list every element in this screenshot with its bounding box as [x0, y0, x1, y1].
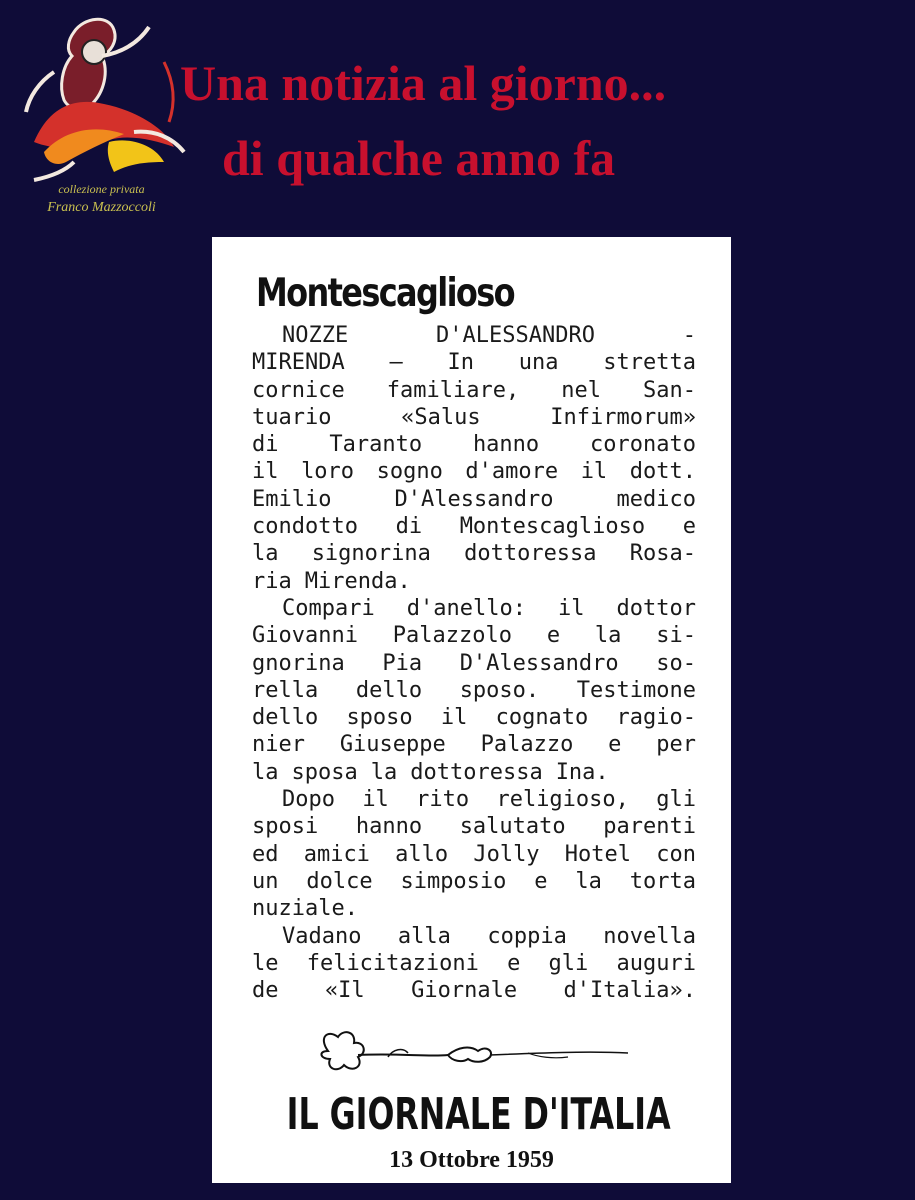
- article-word: coppia: [487, 923, 567, 949]
- article-word: D'Alessandro: [394, 486, 554, 512]
- article-word: cognato: [495, 705, 589, 731]
- article-word: sposo: [346, 705, 413, 731]
- article-word: una: [518, 350, 559, 376]
- article-word: auguri: [616, 950, 696, 976]
- newspaper-masthead: [212, 1089, 731, 1140]
- article-word: ria: [252, 568, 292, 594]
- article-word: MIRENDA: [252, 350, 345, 376]
- article-line: [252, 813, 696, 840]
- article-word: allo: [395, 841, 449, 867]
- article-word: la: [252, 759, 279, 785]
- article-word: In: [447, 350, 474, 376]
- article-word: dott.: [629, 459, 696, 485]
- article-word: de: [252, 978, 279, 1004]
- article-word: Infirmorum»: [550, 404, 696, 430]
- article-word: rito: [416, 787, 470, 813]
- article-line: [252, 977, 696, 1004]
- article-word: San-: [643, 377, 696, 403]
- logo-caption-collection: collezione privata: [58, 182, 145, 196]
- article-word: il: [440, 705, 468, 731]
- article-title: Montescaglioso: [256, 271, 514, 316]
- article-word: «Il: [324, 978, 365, 1004]
- article-word: dottoressa: [464, 541, 597, 567]
- article-word: cornice: [252, 377, 345, 403]
- article-line: [252, 377, 696, 404]
- article-word: loro: [301, 459, 355, 485]
- article-word: dottor: [616, 595, 696, 621]
- article-word: il: [252, 459, 279, 485]
- article-word: simposio: [400, 868, 507, 894]
- article-word: ragio-: [616, 705, 696, 731]
- article-word: amici: [303, 841, 370, 867]
- article-word: Mirenda.: [304, 568, 411, 594]
- article-word: Jolly: [473, 841, 540, 867]
- article-word: per: [656, 732, 696, 758]
- article-word: gnorina: [252, 650, 345, 676]
- article-line: [252, 950, 696, 977]
- article-word: d'Italia».: [563, 978, 696, 1004]
- article-word: novella: [603, 923, 696, 949]
- article-word: il: [580, 459, 608, 485]
- article-word: le: [252, 950, 279, 976]
- masthead-text: IL GIORNALE D'ITALIA: [286, 1089, 671, 1140]
- article-word: d'amore: [465, 459, 559, 485]
- article-line: [252, 622, 696, 649]
- article-word: D'Alessandro: [459, 650, 619, 676]
- article-line: [252, 458, 696, 485]
- dancer-illustration: [14, 12, 189, 182]
- article-word: gli: [548, 950, 589, 976]
- flower-ornament-icon: [298, 1027, 638, 1075]
- article-line: [252, 786, 696, 813]
- article-word: D'ALESSANDRO: [436, 323, 595, 348]
- article-line: [252, 322, 696, 349]
- article-word: di: [252, 432, 279, 458]
- article-word: nuziale.: [252, 896, 358, 922]
- article-line: [252, 595, 696, 622]
- publication-date: 13 Ottobre 1959: [389, 1147, 554, 1173]
- article-word: tuario: [252, 404, 332, 430]
- article-line: [252, 923, 696, 950]
- article-word: d'anello:: [406, 595, 526, 621]
- article-word: felicitazioni: [306, 950, 479, 976]
- article-word: la: [575, 868, 602, 894]
- article-line: [252, 841, 696, 868]
- article-word: e: [507, 950, 521, 976]
- article-word: condotto: [252, 514, 358, 540]
- article-word: -: [682, 323, 696, 348]
- article-word: Pia: [382, 650, 423, 676]
- article-word: hanno: [472, 432, 540, 458]
- article-line: [252, 540, 696, 567]
- article-line: [252, 349, 696, 376]
- article-word: un: [252, 868, 279, 894]
- article-word: Hotel: [564, 841, 631, 867]
- article-word: Giovanni: [252, 623, 358, 649]
- article-word: sposo.: [459, 677, 540, 703]
- article-word: alla: [397, 923, 451, 949]
- article-word: si-: [656, 623, 696, 649]
- article-word: la: [252, 541, 279, 567]
- logo-caption-owner: Franco Mazzoccoli: [47, 200, 156, 215]
- article-line: [252, 868, 696, 895]
- article-line: [252, 513, 696, 540]
- article-word: Emilio: [252, 486, 332, 512]
- article-word: Giuseppe: [339, 732, 446, 758]
- article-line: [252, 568, 696, 595]
- article-word: e: [682, 514, 696, 540]
- article-word: sposa: [291, 759, 358, 785]
- article-word: nel: [561, 377, 601, 403]
- article-word: salutato: [459, 814, 566, 840]
- headline-line-1: Una notizia al giorno...: [180, 55, 667, 111]
- article-word: Testimone: [576, 677, 696, 703]
- article-line: [252, 704, 696, 731]
- article-word: Taranto: [329, 432, 423, 458]
- article-word: la: [594, 623, 622, 649]
- article-word: la: [370, 759, 398, 785]
- article-word: Montescaglioso: [459, 514, 646, 540]
- article-word: il: [557, 595, 585, 621]
- article-word: —: [389, 350, 403, 376]
- headline-line-2: di qualche anno fa: [222, 130, 616, 186]
- collection-logo: [14, 12, 189, 227]
- article-word: dolce: [306, 868, 373, 894]
- article-line: [252, 677, 696, 704]
- article-word: e: [608, 732, 622, 758]
- article-word: dottoressa: [410, 759, 543, 785]
- article-word: nier: [252, 732, 305, 758]
- article-word: rella: [252, 677, 319, 703]
- article-word: ed: [252, 841, 279, 867]
- article-word: di: [395, 514, 423, 540]
- article-line: [252, 650, 696, 677]
- article-line: [252, 486, 696, 513]
- article-word: Rosa-: [629, 541, 696, 567]
- article-word: Vadano: [282, 923, 362, 949]
- article-word: sposi: [252, 814, 319, 840]
- article-word: Ina.: [555, 759, 609, 785]
- article-word: so-: [656, 650, 696, 676]
- article-word: Compari: [282, 595, 375, 621]
- article-word: e: [546, 623, 561, 649]
- article-word: torta: [629, 868, 696, 894]
- article-word: religioso,: [496, 787, 629, 813]
- article-line: [252, 431, 696, 458]
- newspaper-clipping: [212, 237, 731, 1183]
- article-word: con: [656, 841, 696, 867]
- article-word: gli: [656, 787, 696, 813]
- article-word: NOZZE: [282, 323, 349, 348]
- article-word: il: [362, 787, 389, 813]
- article-word: medico: [616, 486, 696, 512]
- article-line: [252, 731, 696, 758]
- article-line: [252, 404, 696, 431]
- article-word: dello: [252, 705, 319, 731]
- article-word: parenti: [603, 814, 696, 840]
- article-word: dello: [355, 677, 423, 703]
- article-word: e: [534, 868, 548, 894]
- article-word: «Salus: [401, 404, 481, 430]
- article-word: sogno: [376, 459, 443, 485]
- article-word: Palazzolo: [392, 623, 513, 649]
- article-word: Giornale: [411, 978, 518, 1004]
- article-body: [252, 322, 696, 1004]
- article-line: [252, 895, 696, 922]
- article-word: Palazzo: [480, 732, 574, 758]
- article-word: familiare,: [386, 377, 520, 403]
- article-line: [252, 759, 696, 786]
- article-word: hanno: [355, 814, 423, 840]
- article-word: Dopo: [282, 787, 335, 813]
- article-word: signorina: [311, 541, 431, 567]
- article-word: stretta: [603, 350, 696, 376]
- article-word: coronato: [590, 432, 696, 458]
